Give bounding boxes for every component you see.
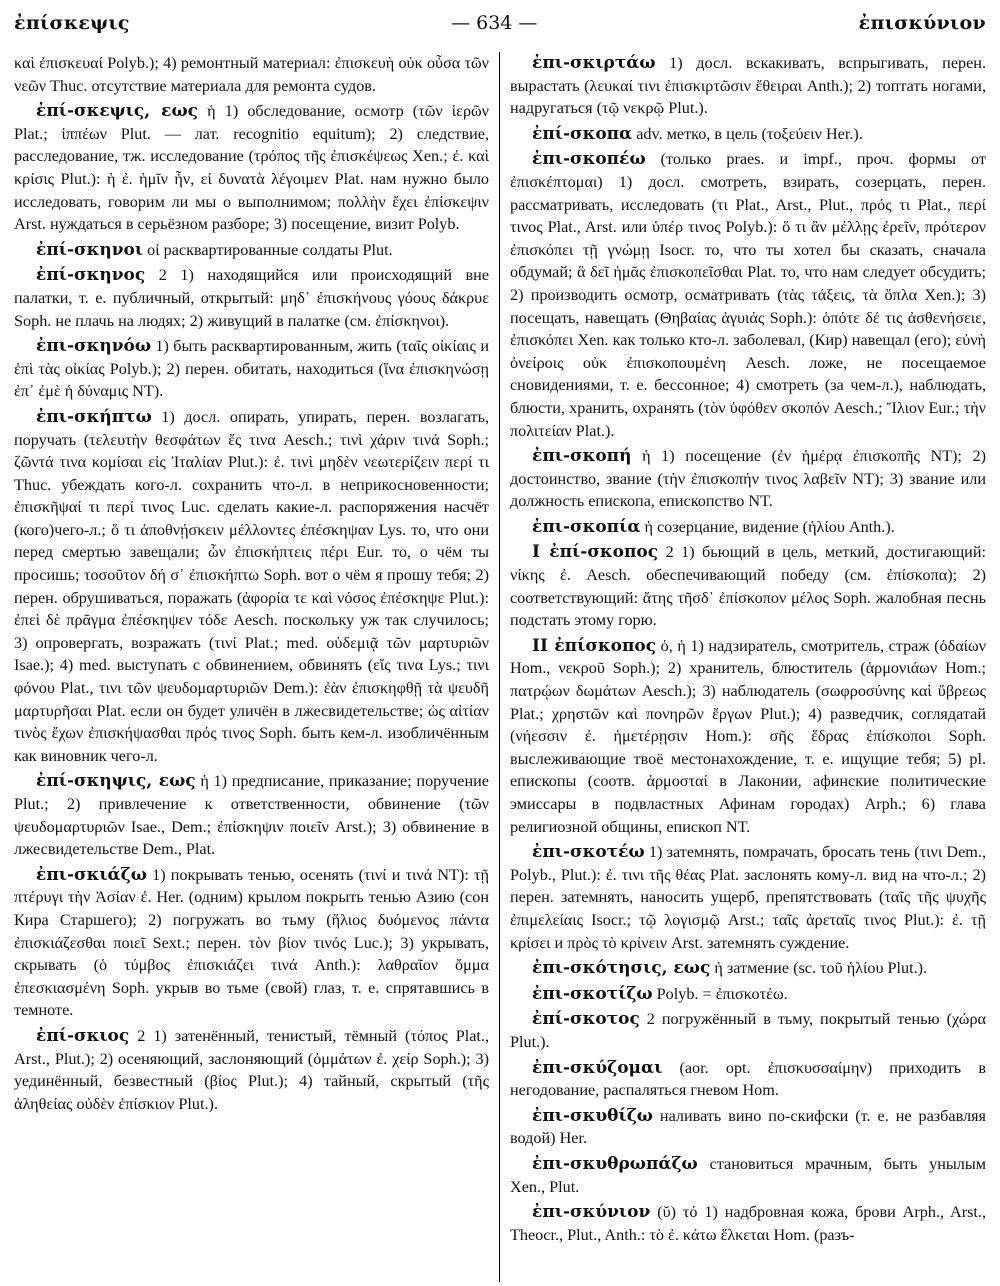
entry-definition: ἡ 1) посещение (ἐν ἡμέρᾳ ἐπισκοπῆς NT); 2) достоинство, звание (τὴν ἐπισκοπήν τινος λαβεῖν NT); 3) звание или должность епископа, епископство NT. <box>510 447 986 511</box>
dictionary-entry <box>510 1153 986 1198</box>
dictionary-entry <box>510 983 986 1006</box>
entry-definition: adv. метко, в цель (τοξεύειν Her.). <box>636 124 863 143</box>
entry-definition: (ῠ) τό 1) надбровная кожа, брови Arph., Arst., Theocr., Plut., Anth.: τὸ ἐ. κάτω ἕλκεται Hom. (разъ- <box>510 1203 986 1244</box>
entry-headword: II ἐπίσκοπος <box>532 635 657 656</box>
dictionary-entry <box>510 148 986 442</box>
dictionary-entry <box>14 264 489 332</box>
entry-headword: ἐπί-σκοτος <box>532 1009 640 1030</box>
entry-definition: становиться мрачным, быть унылым Xen., Plut. <box>510 1154 986 1196</box>
entry-headword: ἐπι-σκοπέω <box>532 149 646 170</box>
entry-definition: (только praes. и impf., проч. формы от ἐπισκέπτομαι) 1) досл. смотреть, взирать, созерцать, перен. рассматривать, исследовать (τι Plat., Arst., Plut., πρός τι Plat., περί τινος Plat., Arst. или ὑπέρ τινος Polyb.): ὅ τι ἂν μέλλῃς ἐρεῖν, πρότερον ἐπισκόπει τῇ γνώμῃ Isocr. то, что ты хотел бы сказать, сначала обдумай; ἃ δεῖ ἡμᾶς ἐπισκοπεῖσθαι Plat. то, что нам следует обсудить; 2) производить осмотр, осматривать (τὰς τάξεις, τὰ ὅπλα Xen.); 3) посещать, навещать (Θηβαίας ἀγυιάς Soph.): ὁπότε δέ τις ἀσθενήσειε, ἐπισκόπει Xen. как только кто-л. заболевал, (Кир) навещал (его); εὐνὴ ὀνείροις οὐκ ἐπισκοπουμένη Aesch. ложе, не посещаемое сновидениями, т. е. бессонное; 4) смотреть (за чем-л.), наблюдать, блюсти, хранить, охранять (τὸν ὑφόθεν σκοπόν Aesch.; Ἴλιον Eur.; τὴν πολιτείαν Plat.). <box>510 150 986 440</box>
dictionary-entry <box>510 635 986 838</box>
entry-definition: 1) покрывать тенью, осенять (τινί и τινά NT): τῇ πτέρυγι τὴν Ἀσίαν ἐ. Her. (одним) крылом покрыть тенью Азию (сон Кира Старшего); 2) погружать во тьму (ἥλιος δυόμενος πάντα ἐπισκιάζεσθαι ποιεῖ Sext.; перен. τὸν βίον τινός Luc.); 3) укрывать, скрывать (ὁ τύμβος ἐπισκιάζει τινά Anth.): λαθραῖον ὄμμα ἐπεσκιασμένη Soph. укрыв во тьме (свой) глаз, т. е. спрятавшись в темноте. <box>14 865 489 1020</box>
dictionary-entry <box>510 1105 986 1150</box>
dictionary-entry <box>510 52 986 120</box>
dictionary-entry <box>14 1025 489 1115</box>
entry-definition: 2 1) находящийся или происходящий вне палатки, т. е. публичный, открытый: μηδ᾽ ἐπισκήνους γόους δάκρυε Soph. не плачь на людях; 2) живущий в палатке (см. ἐπίσκηνοι). <box>14 266 490 330</box>
entry-headword: ἐπι-σκηνόω <box>36 336 152 357</box>
entry-headword: ἐπι-σκοπή <box>532 446 632 467</box>
dictionary-entry <box>510 123 986 146</box>
dictionary-entry <box>510 1008 986 1053</box>
entry-definition: ἡ затмение (sc. τοῦ ἡλίου Plut.). <box>714 959 928 978</box>
entry-headword: ἐπί-σκηνοι <box>36 239 144 260</box>
dictionary-entry <box>510 541 986 631</box>
entry-headword: ἐπι-σκύνιον <box>532 1202 651 1223</box>
dictionary-entry <box>510 1057 986 1102</box>
dictionary-entry <box>14 406 489 768</box>
right-column <box>500 52 986 1282</box>
dictionary-entry <box>14 100 489 236</box>
entry-headword: ἐπι-σκοπία <box>532 516 641 537</box>
dictionary-entry <box>14 52 489 97</box>
left-column <box>14 52 500 1282</box>
dictionary-entry <box>14 864 489 1022</box>
dictionary-entry <box>510 1201 986 1246</box>
dictionary-entry <box>510 445 986 513</box>
entry-headword: ἐπι-σκοτίζω <box>532 983 653 1004</box>
entry-definition: (aor. opt. ἐπισκυσσαίμην) приходить в негодование, распаляться гневом Hom. <box>510 1058 986 1100</box>
entry-definition: ἡ созерцание, видение (ἡλίου Anth.). <box>644 517 895 536</box>
entry-headword: ἐπι-σκιρτάω <box>532 53 656 73</box>
entry-definition: 1) затемнять, помрачать, бросать тень (τινι Dem., Polyb., Plut.): ἐ. τινι τῆς θέας Plat. заслонять кому-л. вид на что-л.; 2) перен. затемнять, наносить ущерб, препятствовать (ταῖς τῆς ψυχῆς ἐπιμελείαις Isocr.; τῷ λογισμῷ Arst.; ταῖς ἀρεταῖς τινος Plut.): ἐ. τῇ κρίσει и πρὸς τὸ κρίνειν Arst. затемнять суждение. <box>510 843 986 952</box>
entry-headword: ἐπί-σκοπα <box>532 123 633 144</box>
dictionary-entry <box>14 770 489 860</box>
entry-headword: ἐπί-σκηψις, εως <box>36 771 196 792</box>
dictionary-entry <box>510 516 986 539</box>
entry-headword: ἐπί-σκεψις, εως <box>36 101 199 122</box>
entry-definition: ὁ, ἡ 1) надзиратель, смотритель, страж (ὁδαίων Hom., νεκροῦ Soph.); 2) хранитель, блюститель (ἁρμονιάων Hom.; πατρῴων δωμάτων Aesch.); 3) наблюдатель (σωφροσύνης καὶ ὕβρεως Plat.; χρηστῶν καὶ πονηρῶν ἔργων Plut.); 4) разведчик, соглядатай (νήεσσιν ἐ. ἡμετέρῃσιν Hom.): σῆς ἕδρας ἐπίσκοποι Soph. выслеживающие твоё местонахождение, т. е. ищущие тебя; 5) pl. епископы (соотв. ἁρμοσταί в Лаконии, афинские политические эмиссары в подвластных Афинам городах) Arph.; 6) глава религиозной общины, епископ NT. <box>510 636 986 836</box>
page-number: — 634 — <box>451 12 538 34</box>
entry-headword: ἐπι-σκυθρωπάζω <box>532 1153 698 1174</box>
entry-headword: ἐπί-σκηνος <box>36 265 146 286</box>
entry-headword: ἐπί-σκιος <box>36 1025 130 1046</box>
dictionary-entry <box>14 335 489 403</box>
entry-definition: 2 погружённый в тьму, покрытый тенью (χώρα Plut.). <box>510 1010 986 1051</box>
page-header <box>14 12 986 52</box>
dictionary-entry <box>14 239 489 262</box>
dictionary-entry <box>510 841 986 954</box>
columns <box>14 52 986 1282</box>
entry-definition: ἡ 1) обследование, осмотр (τῶν ἱερῶν Plat.; ἱππέων Plut. — лат. recognitio equitum); 2) следствие, расследование, тж. исследование (τρόπος τῆς ἐπισκέψεως Xen.; ἐ. καὶ κρίσις Plut.): ἡ ἐ. ἡμῖν ἦν, εἰ δυνατὰ λέγοιμεν Plat. нам нужно было исследовать, говорим ли мы о выполнимом; πολλὴν ἔχει ἐπίσκεψιν Arst. нуждаться в серьёзном разборе; 3) посещение, визит Polyb. <box>14 102 489 234</box>
entry-headword: ἐπι-σκιάζω <box>36 864 147 885</box>
entry-headword: ἐπι-σκύζομαι <box>532 1057 663 1078</box>
entry-headword: ἐπι-σκυθίζω <box>532 1105 653 1126</box>
header-left-headword: ἐπίσκεψις <box>14 12 130 34</box>
header-right-headword: ἐπισκύνιον <box>858 12 986 34</box>
entry-headword: ἐπι-σκότησις, εως <box>532 958 711 979</box>
entry-definition: 2 1) бьющий в цель, меткий, достигающий: νίκης ἐ. Aesch. обеспечивающий победу (см. ἐπίσκοπα); 2) соответствующий: ἄτης τῆσδ᾽ ἐπίσκοπον μέλος Soph. жалобная песнь подстать этому горю. <box>510 543 986 630</box>
entry-headword: ἐπι-σκοτέω <box>532 842 645 863</box>
dictionary-entry <box>510 957 986 980</box>
entry-definition: καὶ ἐπισκευαί Polyb.); 4) ремонтный материал: ἐπισκευὴ οὐκ οὖσα τῶν νεῶν Thuc. отсутствие материала для ремонта судов. <box>14 54 489 95</box>
entry-definition: 2 1) затенённый, тенистый, тёмный (τόπος Plat., Arst., Plut.); 2) осеняющий, заслоняющий (ὀμμάτων ἐ. χείρ Soph.); 3) уединённый, безвестный (βίος Plut.); 4) тайный, скрытый (τῆς ἀληθείας οὐδὲν ἐπίσκιον Plut.). <box>14 1026 489 1113</box>
entry-definition: ἡ 1) предписание, приказание; поручение Plut.; 2) привлечение к ответственности, обвинение (τῶν ψευδομαρτυριῶν Isae., Dem.; ἐπίσκηψιν ποιεῖν Arst.); 3) обвинение в лжесвидетельстве Dem., Plat. <box>14 772 489 859</box>
entry-definition: 1) быть расквартированным, жить (ταῖς οἰκίαις и ἐπὶ τὰς οἰκίας Polyb.); 2) перен. обитать, находиться (ἵνα ἐπισκηνώσῃ ἐπ᾽ ἐμὲ ἡ δύναμις NT). <box>14 337 490 401</box>
entry-definition: Polyb. = ἐπισκοτέω. <box>656 984 788 1003</box>
entry-headword: I ἐπί-σκοπος <box>532 542 659 563</box>
entry-definition: οἱ расквартированные солдаты Plut. <box>147 240 393 259</box>
entry-definition: 1) досл. вскакивать, вспрыгивать, перен. вырастать (λευκαί τινι ἐπισκιρτῶσιν ἔθειραι Anth.); 2) топтать ногами, надругаться (τῷ νεκρῷ Plut.). <box>510 54 986 118</box>
entry-definition: наливать вино по-скифски (т. е. не разбавляя водой) Her. <box>510 1106 986 1148</box>
entry-definition: 1) досл. опирать, упирать, перен. возлагать, поручать (τελευτὴν θεσφάτων ἔς τινα Aesch.; τινὶ χάριν τινά Soph.; ζῶντά τινα κομίσαι εἰς Ἰταλίαν Plut.): ἐ. τινὶ μηδὲν νεωτερίζειν περί τι Thuc. убеждать кого-л. сохранить что-л. в неприкосновенности; ἐπισκῆψαί τι περί τινος Luc. сделать какие-л. распоряжения насчёт (кого)чего-л.; ὅ τι ἀποθνῄσκειν μέλλοντες ἐπέσκηψαν Lys. то, что они перед смертью завещали; ὧν ἐπισκήπτεις πέρι Eur. то, о чём ты просишь; τοσοῦτον δή σ᾽ ἐπισκήπτω Soph. вот о чём я прошу тебя; 2) перен. обрушиваться, поражать (ἀφορία τε καὶ νόσος ἐπέσκηψε Plut.): ἐπεὶ δὲ πρᾶγμα ἐπέσκηψεν τόδε Aesch. поскольку уж так случилось; 3) опровергать, возражать (τινί Plat.; med. οὐδεμιᾷ τῶν μαρτυριῶν Isae.); 4) med. выступать с обвинением, обвинять (εἴς τινα Lys.; τινι φόνου Plat., τινι τῶν ψευδομαρτυριῶν Dem.): ἐὰν ἐπισκηφθῇ τὰ ψευδῆ μαρτυρῆσαι Plat. если он будет уличён в лжесвидетельстве; ὡς αἰτίαν τινὸς ἔχων ἐπισκήψασθαι πρός τινος Soph. быть кем-л. изобличённым как виновник чего-л. <box>14 407 490 765</box>
entry-headword: ἐπι-σκήπτω <box>36 406 152 427</box>
